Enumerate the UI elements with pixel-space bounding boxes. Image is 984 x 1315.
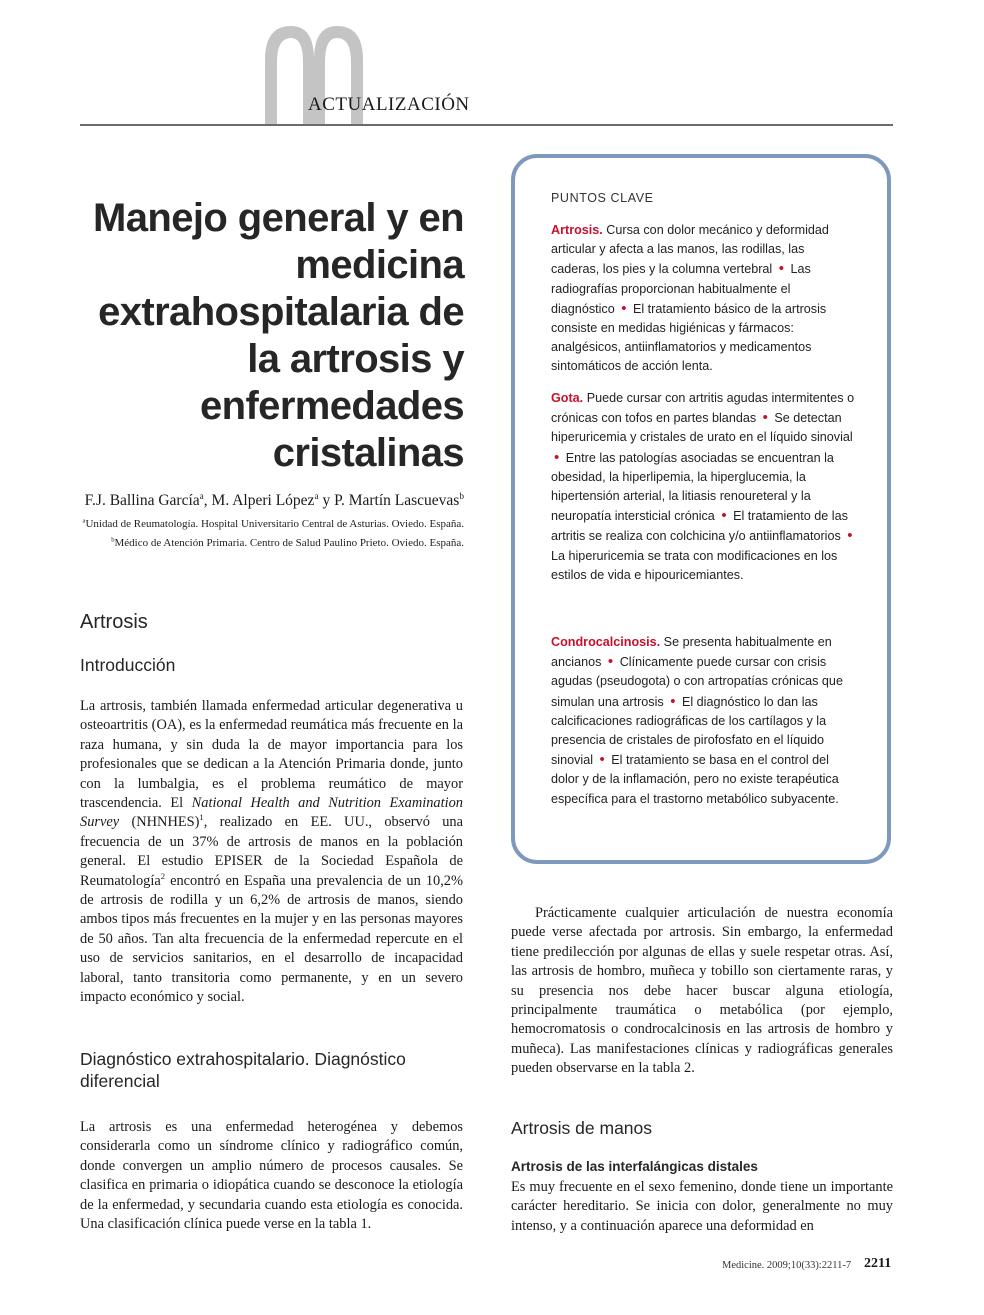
bullet-icon: • (599, 751, 605, 769)
key-item: Las radiografías proporcionan habitualmente el diagnóstico (551, 262, 811, 316)
intro-text: , realizado en EE. UU., observó una frecuencia de un 37% de artrosis de manos en la población general. El estudio EPISER de la Sociedad Española de Reumatología (80, 814, 463, 889)
key-item: El diagnóstico lo dan las calcificaciones radiográficas de los cartílagos y la presencia de cristales de pirofosfato en el líquido sinovial (551, 694, 827, 768)
bullet-icon: • (847, 527, 853, 545)
key-point-condrocalcinosis (551, 633, 856, 809)
author-sup: a (199, 491, 204, 502)
ifd-paragraph: Es muy frecuente en el sexo femenino, donde tiene un importante carácter hereditario. Se inicia con dolor, generalmente no muy intenso, y a continuación aparece una deformidad en (511, 1179, 893, 1234)
bullet-icon: • (554, 448, 560, 466)
citation-sup: 1 (199, 812, 204, 823)
header-divider (80, 124, 893, 126)
key-point-gota (551, 389, 856, 585)
author-name: P. Martín Lascuevas (334, 492, 460, 509)
author-separator: , (203, 492, 212, 509)
author-list (60, 492, 464, 510)
journal-reference: Medicine. 2009;10(33):2211-7 (722, 1260, 852, 1271)
key-term: Condrocalcinosis. (551, 635, 661, 649)
section-label: ACTUALIZACIÓN (308, 94, 470, 115)
author-sup: a (314, 491, 319, 502)
author-name: F.J. Ballina García (84, 492, 200, 509)
key-item: El tratamiento básico de la artrosis consiste en medidas higiénicas y fármacos: analgésicos, antiinflamatorios y medicamentos sintomáticos de acción lenta. (551, 301, 827, 374)
bullet-icon: • (778, 260, 784, 278)
key-item: El tratamiento se basa en el control del dolor y de la inflamación, pero no existe terapéutica específica para el trastorno metabólico subyacente. (551, 753, 839, 806)
author-name: M. Alperi López (211, 492, 315, 509)
affiliation-text: Unidad de Reumatología. Hospital Universitario Central de Asturias. Oviedo. España. (85, 518, 464, 530)
intro-text: La artrosis, también llamada enfermedad articular degenerativa u osteoartritis (OA), es la enfermedad reumática más frecuente en la raza humana, y sin duda la de mayor importancia para los profesionales que se dedican a la Atención Primaria donde, junto con la lumbalgia, es el problema reumático de mayor trascendencia. El (80, 698, 463, 812)
bullet-icon: • (670, 692, 676, 710)
heading-introduccion: Introducción (80, 655, 176, 675)
author-separator: y (318, 492, 335, 509)
intro-paragraph (80, 697, 463, 1008)
key-item: Entre las patologías asociadas se encuentran la obesidad, la hiperlipemia, la hiperglucemia, la hipertensión arterial, la litiasis renoureteral y la neuropatía intersticial crónica (551, 450, 834, 524)
key-term: Gota. (551, 391, 584, 405)
affiliation (60, 537, 464, 549)
affiliation (60, 518, 464, 530)
bullet-icon: • (762, 409, 768, 427)
key-item: La hiperuricemia se trata con modificaciones en los estilos de vida e hipouricemiantes. (551, 548, 838, 582)
right-paragraph-text: Prácticamente cualquier articulación de nuestra economía puede verse afectada por artrosis. Sin embargo, la enfermedad tiene predilección por algunas de ellas y suele respetar otras. Así, las artrosis de hombro, muñeca y tobillo son ciertamente raras, y su presencia nos debe hacer buscar alguna etiología, principalmente traumática o metabólica (por ejemplo, hemocromatosis o condrocalcinosis en las artrosis de hombro y muñeca). Las manifestaciones clínicas y radiográficas generales pueden observarse en la tabla 2. (511, 905, 893, 1077)
intro-text: encontró en España una prevalencia de un 10,2% de artrosis de rodilla y un 6,2% de artrosis de manos, siendo ambos tipos más frecuentes en la mujer y en las personas mayores de 50 años. Tan alta frecuencia de la enfermedad repercute en el uso de servicios sanitarios, en el desarrollo de incapacidad laboral, tanto transitoria como permanente, y en un severo impacto económico y social. (80, 872, 463, 1006)
key-points-title: PUNTOS CLAVE (551, 191, 654, 205)
page-number: 2211 (864, 1256, 892, 1271)
key-item: El tratamiento de las artritis se realiza con colchicina y/o antiinflamatorios (551, 509, 848, 544)
key-point-artrosis (551, 221, 856, 377)
bullet-icon: • (621, 299, 627, 317)
diagnosis-paragraph: La artrosis es una enfermedad heterogénea y debemos considerarla como un síndrome clínico y radiográfico común, donde convergen un amplio número de procesos causales. Se clasifica en primaria o idiopática cuando se desconoce la etiología de la enfermedad, y secundaria cuando esta etiología es conocida. Una clasificación clínica puede verse en la tabla 1. (80, 1119, 463, 1233)
right-paragraph (511, 904, 893, 1079)
intro-italic: National Health and Nutrition Examination Survey (80, 795, 463, 831)
heading-artrosis: Artrosis (80, 611, 148, 633)
bullet-icon: • (721, 507, 727, 525)
bullet-icon: • (607, 653, 614, 671)
heading-artrosis-manos: Artrosis de manos (511, 1118, 653, 1138)
affiliation-text: Médico de Atención Primaria. Centro de Salud Paulino Prieto. Oviedo. España. (114, 537, 464, 549)
key-item: Se presenta habitualmente en ancianos (551, 635, 832, 670)
key-term: Artrosis. (551, 223, 603, 237)
intro-text: (NHNHES) (131, 814, 200, 831)
heading-interfalangicas: Artrosis de las interfalángicas distales (511, 1159, 758, 1174)
citation-sup: 2 (160, 870, 166, 881)
key-item: Cursa con dolor mecánico y deformidad articular y afecta a las manos, las rodillas, las caderas, los pies y la columna vertebral (551, 223, 829, 277)
heading-diagnostico: Diagnóstico extrahospitalario. Diagnóstico diferencial (80, 1049, 406, 1091)
affiliation-sup: a (82, 517, 86, 525)
key-item: Clínicamente puede cursar con crisis agudas (pseudogota) o con artropatías crónicas que simulan una artrosis (551, 655, 843, 709)
affiliation-sup: b (111, 536, 115, 544)
key-item: Puede cursar con artritis agudas intermitentes o crónicas con tofos en partes blandas (551, 391, 855, 426)
author-sup: b (459, 491, 464, 502)
article-title: Manejo general y en medicina extrahospitalaria de la artrosis y enfermedades cristalinas (93, 196, 464, 475)
key-item: Se detectan hiperuricemia y cristales de urato en el líquido sinovial (551, 411, 853, 445)
